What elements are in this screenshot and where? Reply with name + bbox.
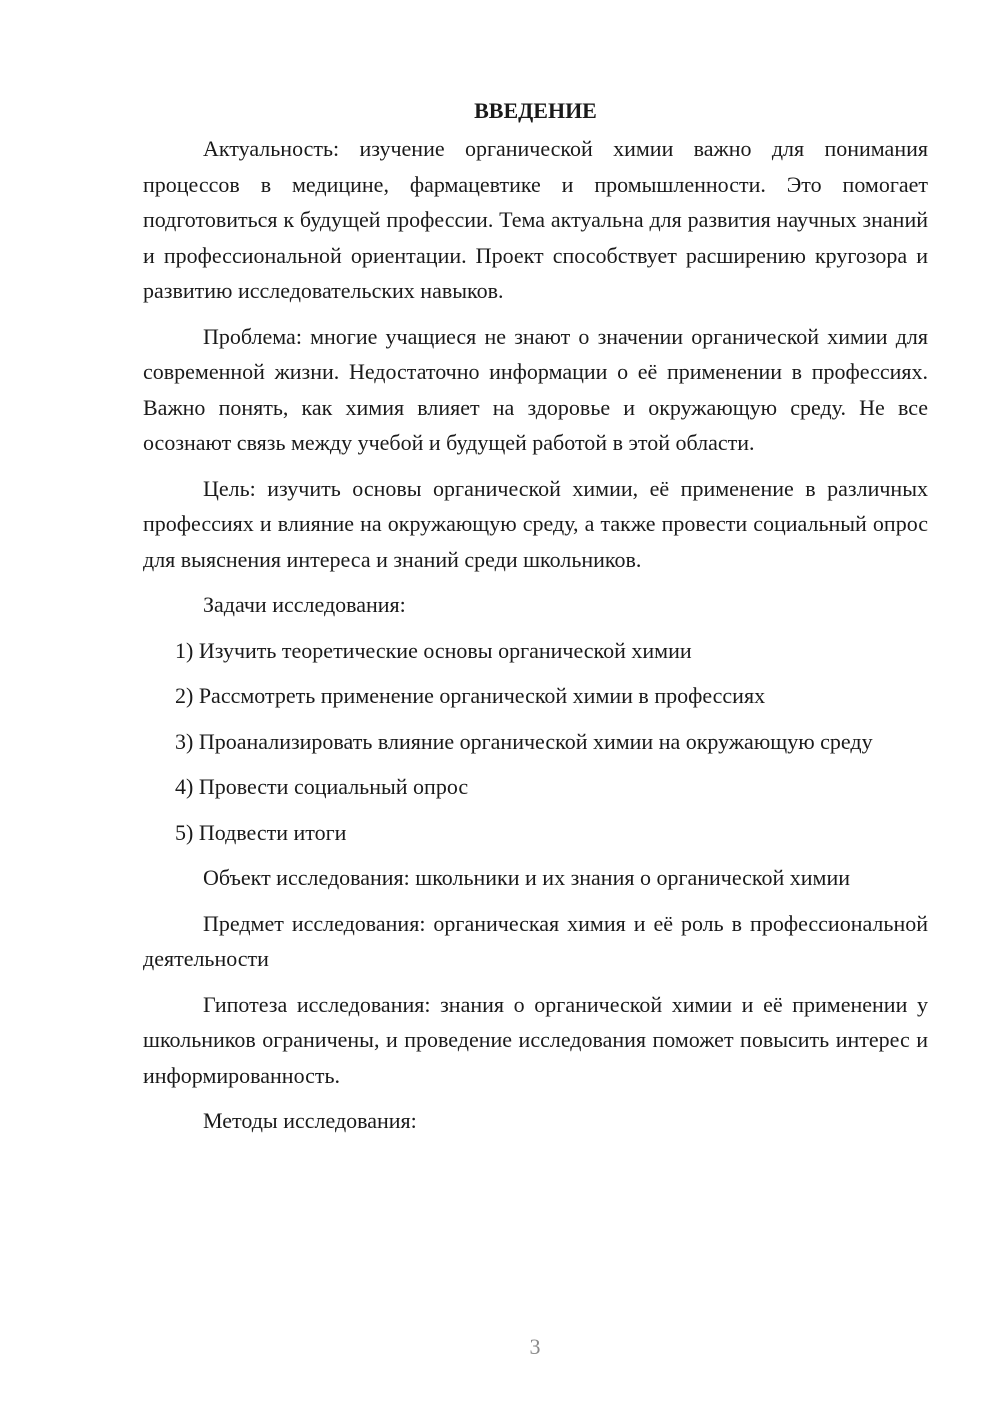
task-item-5: 5) Подвести итоги	[175, 819, 347, 845]
page-content	[143, 95, 928, 1149]
goal-paragraph: Цель: изучить основы органической химии, её применение в различных профессиях и влияние на окружающую среду, а также провести социальный опрос для выяснения интереса и знаний среди школьников.	[143, 475, 928, 572]
relevance-paragraph: Актуальность: изучение органической химии важно для понимания процессов в медицине, фармацевтике и промышленности. Это помогает подготовиться к будущей профессии. Тема актуальна для развития научных знаний и профессиональной ориентации. Проект способствует расширению кругозора и развитию исследовательских навыков.	[143, 136, 928, 303]
object-paragraph: Объект исследования: школьники и их знания о органической химии	[203, 865, 851, 890]
hypothesis-paragraph: Гипотеза исследования: знания о органической химии и её применении у школьников ограничены, и проведение исследования поможет повысить интерес и информированность.	[143, 991, 928, 1088]
page-number: 3	[529, 1334, 541, 1359]
task-item-1: 1) Изучить теоретические основы органической химии	[175, 637, 692, 663]
task-item-4: 4) Провести социальный опрос	[175, 774, 469, 799]
task-item-2: 2) Рассмотреть применение органической химии в профессиях	[175, 683, 766, 708]
subject-paragraph: Предмет исследования: органическая химия и её роль в профессиональной деятельности	[143, 910, 928, 971]
tasks-title: Задачи исследования:	[203, 592, 406, 617]
section-heading: ВВЕДЕНИЕ	[474, 98, 597, 123]
methods-title: Методы исследования:	[203, 1108, 417, 1133]
problem-paragraph: Проблема: многие учащиеся не знают о значении органической химии для современной жизни. Недостаточно информации о её применении в профессиях. Важно понять, как химия влияет на здоровье и окружающую среду. Не все осознают связь между учебой и будущей работой в этой области.	[143, 323, 928, 455]
task-item-3: 3) Проанализировать влияние органической химии на окружающую среду	[175, 728, 873, 754]
